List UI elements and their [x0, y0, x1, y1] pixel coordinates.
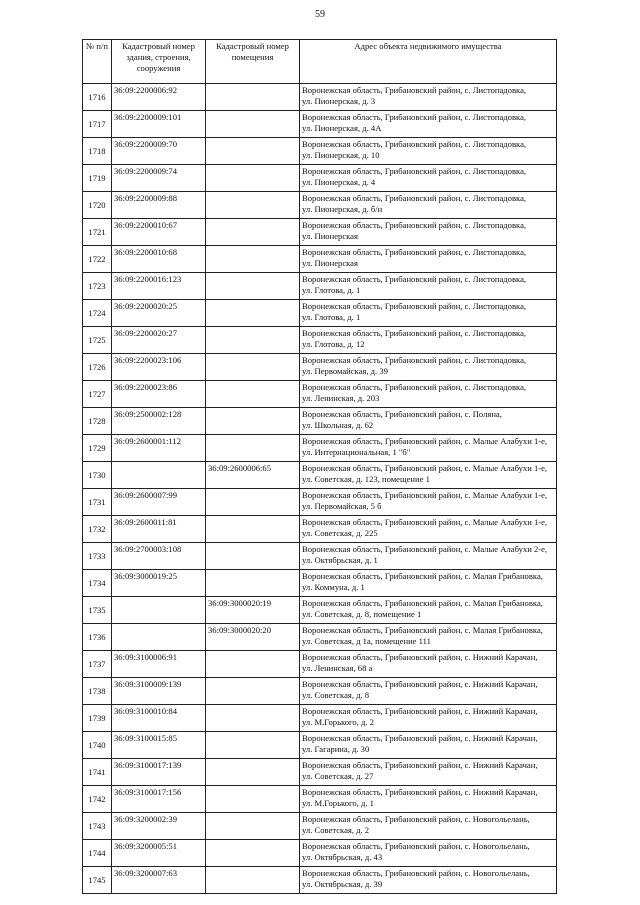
building-cadastral-cell: 36:09:2600011:81: [112, 516, 206, 543]
row-number-cell: 1740: [83, 732, 112, 759]
address-cell: [300, 867, 557, 894]
address-cell: [300, 543, 557, 570]
address-line-street: ул. М.Горького, д. 2: [302, 717, 374, 727]
table-row: [83, 705, 557, 732]
page-number: 59: [315, 9, 325, 20]
table-row: [83, 273, 557, 300]
address-cell: [300, 570, 557, 597]
address-line-region: Воронежская область, Грибановский район, с. Листопадовка,: [302, 274, 527, 284]
table-row: [83, 165, 557, 192]
building-cadastral-cell: 36:09:3200005:51: [112, 840, 206, 867]
row-number-cell: 1734: [83, 570, 112, 597]
address-line-street: ул. Советская, д. 225: [302, 528, 378, 538]
table-row: [83, 138, 557, 165]
building-cadastral-cell: 36:09:3100006:91: [112, 651, 206, 678]
address-cell: [300, 219, 557, 246]
premises-cadastral-cell: [206, 705, 300, 732]
address-line-street: ул. Советская, д 1а, помещение 111: [302, 636, 431, 646]
building-cadastral-cell: 36:09:3200002:39: [112, 813, 206, 840]
address-line-region: Воронежская область, Грибановский район, с. Листопадовка,: [302, 220, 527, 230]
address-line-region: Воронежская область, Грибановский район, с. Малая Грибановка,: [302, 598, 543, 608]
building-cadastral-cell: 36:09:2600001:112: [112, 435, 206, 462]
address-line-region: Воронежская область, Грибановский район, с. Листопадовка,: [302, 139, 527, 149]
table-row: [83, 435, 557, 462]
table-row: [83, 219, 557, 246]
address-cell: [300, 327, 557, 354]
table-row: [83, 867, 557, 894]
premises-cadastral-cell: [206, 813, 300, 840]
address-line-region: Воронежская область, Грибановский район, с. Листопадовка,: [302, 355, 527, 365]
table-row: [83, 678, 557, 705]
address-line-street: ул. Глотова, д. 12: [302, 339, 365, 349]
building-cadastral-cell: 36:09:2500002:128: [112, 408, 206, 435]
premises-cadastral-cell: [206, 651, 300, 678]
address-line-street: ул. Советская, д. 8, помещение 1: [302, 609, 422, 619]
premises-cadastral-cell: 36:09:3000020:20: [206, 624, 300, 651]
premises-cadastral-cell: 36:09:3000020:19: [206, 597, 300, 624]
address-line-street: ул. Советская, д. 27: [302, 771, 374, 781]
header-row-number: № п/п: [83, 40, 112, 84]
address-cell: [300, 705, 557, 732]
address-line-street: ул. Октябрьская, д. 39: [302, 879, 383, 889]
building-cadastral-cell: 36:09:2700003:108: [112, 543, 206, 570]
premises-cadastral-cell: [206, 489, 300, 516]
address-cell: [300, 678, 557, 705]
premises-cadastral-cell: [206, 867, 300, 894]
premises-cadastral-cell: [206, 543, 300, 570]
address-line-region: Воронежская область, Грибановский район, с. Листопадовка,: [302, 301, 527, 311]
premises-cadastral-cell: [206, 138, 300, 165]
address-line-region: Воронежская область, Грибановский район, с. Нижний Карачан,: [302, 706, 538, 716]
address-line-street: ул. Глотова, д. 1: [302, 312, 361, 322]
row-number-cell: 1744: [83, 840, 112, 867]
address-cell: [300, 138, 557, 165]
table-row: [83, 813, 557, 840]
address-cell: [300, 84, 557, 111]
row-number-cell: 1733: [83, 543, 112, 570]
address-cell: [300, 732, 557, 759]
table-row: [83, 786, 557, 813]
address-line-street: ул. Октябрьская, д. 43: [302, 852, 383, 862]
address-line-region: Воронежская область, Грибановский район, с. Малая Грибановка,: [302, 571, 543, 581]
building-cadastral-cell: 36:09:3100010:84: [112, 705, 206, 732]
building-cadastral-cell: 36:09:2200009:74: [112, 165, 206, 192]
address-cell: [300, 111, 557, 138]
address-cell: [300, 462, 557, 489]
premises-cadastral-cell: [206, 84, 300, 111]
table-row: [83, 327, 557, 354]
address-line-region: Воронежская область, Грибановский район, с. Малые Алабухи 1-е,: [302, 436, 548, 446]
address-cell: [300, 165, 557, 192]
premises-cadastral-cell: [206, 219, 300, 246]
row-number-cell: 1732: [83, 516, 112, 543]
row-number-cell: 1737: [83, 651, 112, 678]
row-number-cell: 1730: [83, 462, 112, 489]
building-cadastral-cell: 36:09:2200016:123: [112, 273, 206, 300]
premises-cadastral-cell: [206, 759, 300, 786]
address-cell: [300, 408, 557, 435]
property-registry-table: [82, 39, 557, 894]
row-number-cell: 1726: [83, 354, 112, 381]
premises-cadastral-cell: [206, 327, 300, 354]
building-cadastral-cell: 36:09:3100017:156: [112, 786, 206, 813]
building-cadastral-cell: [112, 597, 206, 624]
address-line-region: Воронежская область, Грибановский район, с. Листопадовка,: [302, 328, 527, 338]
row-number-cell: 1717: [83, 111, 112, 138]
address-line-street: ул. Советская, д. 123, помещение 1: [302, 474, 430, 484]
building-cadastral-cell: 36:09:3100017:139: [112, 759, 206, 786]
building-cadastral-cell: 36:09:2200020:25: [112, 300, 206, 327]
row-number-cell: 1742: [83, 786, 112, 813]
row-number-cell: 1738: [83, 678, 112, 705]
building-cadastral-cell: 36:09:2200023:86: [112, 381, 206, 408]
row-number-cell: 1727: [83, 381, 112, 408]
row-number-cell: 1736: [83, 624, 112, 651]
premises-cadastral-cell: 36:09:2600006:65: [206, 462, 300, 489]
address-line-region: Воронежская область, Грибановский район, с. Нижний Карачан,: [302, 652, 538, 662]
address-cell: [300, 840, 557, 867]
header-premises-cadastral: Кадастровый номер помещения: [206, 40, 300, 84]
address-line-region: Воронежская область, Грибановский район, с. Новогольелань,: [302, 841, 530, 851]
address-cell: [300, 354, 557, 381]
address-line-street: ул. Коммуна, д. 1: [302, 582, 365, 592]
address-cell: [300, 273, 557, 300]
address-line-region: Воронежская область, Грибановский район, с. Малые Алабухи 1-е,: [302, 463, 548, 473]
address-line-street: ул. Пионерская: [302, 258, 358, 268]
address-line-street: ул. Пионерская, д. 3: [302, 96, 376, 106]
address-line-region: Воронежская область, Грибановский район, с. Поляна,: [302, 409, 502, 419]
row-number-cell: 1731: [83, 489, 112, 516]
address-line-street: ул. Ленинская, 68 а: [302, 663, 373, 673]
address-line-street: ул. Пионерская, д. 4: [302, 177, 376, 187]
row-number-cell: 1722: [83, 246, 112, 273]
address-line-region: Воронежская область, Грибановский район, с. Малые Алабухи 1-е,: [302, 517, 548, 527]
table-row: [83, 840, 557, 867]
address-line-street: ул. Октябрьская, д. 1: [302, 555, 378, 565]
address-line-street: ул. Пионерская, д. 10: [302, 150, 380, 160]
address-cell: [300, 300, 557, 327]
table-row: [83, 489, 557, 516]
row-number-cell: 1720: [83, 192, 112, 219]
table-row: [83, 84, 557, 111]
building-cadastral-cell: 36:09:2200020:27: [112, 327, 206, 354]
building-cadastral-cell: 36:09:3200007:63: [112, 867, 206, 894]
premises-cadastral-cell: [206, 165, 300, 192]
premises-cadastral-cell: [206, 516, 300, 543]
premises-cadastral-cell: [206, 435, 300, 462]
address-cell: [300, 192, 557, 219]
table-row: [83, 408, 557, 435]
address-cell: [300, 786, 557, 813]
address-cell: [300, 759, 557, 786]
address-line-street: ул. Пионерская, д. 4А: [302, 123, 382, 133]
address-cell: [300, 246, 557, 273]
table-row: [83, 381, 557, 408]
address-line-street: ул. Интернациональная, 1 "б": [302, 447, 411, 457]
address-line-street: ул. Советская, д. 2: [302, 825, 370, 835]
row-number-cell: 1728: [83, 408, 112, 435]
table-row: [83, 111, 557, 138]
row-number-cell: 1724: [83, 300, 112, 327]
table-row: [83, 543, 557, 570]
building-cadastral-cell: 36:09:2200010:67: [112, 219, 206, 246]
row-number-cell: 1719: [83, 165, 112, 192]
row-number-cell: 1741: [83, 759, 112, 786]
address-line-street: ул. М.Горького, д. 1: [302, 798, 374, 808]
premises-cadastral-cell: [206, 111, 300, 138]
address-line-region: Воронежская область, Грибановский район, с. Листопадовка,: [302, 193, 527, 203]
address-line-region: Воронежская область, Грибановский район, с. Нижний Карачан,: [302, 787, 538, 797]
building-cadastral-cell: 36:09:2200010:68: [112, 246, 206, 273]
table-header-row: [83, 40, 557, 84]
premises-cadastral-cell: [206, 300, 300, 327]
address-line-region: Воронежская область, Грибановский район, с. Листопадовка,: [302, 112, 527, 122]
premises-cadastral-cell: [206, 408, 300, 435]
premises-cadastral-cell: [206, 192, 300, 219]
premises-cadastral-cell: [206, 570, 300, 597]
table-row: [83, 732, 557, 759]
table-row: [83, 624, 557, 651]
header-building-cadastral: Кадастровый номер здания, строения, сооружения: [112, 40, 206, 84]
address-line-region: Воронежская область, Грибановский район, с. Листопадовка,: [302, 247, 527, 257]
row-number-cell: 1716: [83, 84, 112, 111]
building-cadastral-cell: 36:09:2200023:106: [112, 354, 206, 381]
address-line-street: ул. Гагарина, д. 30: [302, 744, 370, 754]
building-cadastral-cell: 36:09:2200009:101: [112, 111, 206, 138]
address-line-region: Воронежская область, Грибановский район, с. Малые Алабухи 2-е,: [302, 544, 548, 554]
address-cell: [300, 435, 557, 462]
table-body: [83, 84, 557, 894]
table-row: [83, 192, 557, 219]
table-row: [83, 651, 557, 678]
address-line-street: ул. Глотова, д. 1: [302, 285, 361, 295]
premises-cadastral-cell: [206, 732, 300, 759]
table-row: [83, 516, 557, 543]
address-line-region: Воронежская область, Грибановский район, с. Нижний Карачан,: [302, 679, 538, 689]
address-line-region: Воронежская область, Грибановский район, с. Нижний Карачан,: [302, 760, 538, 770]
table-row: [83, 354, 557, 381]
row-number-cell: 1723: [83, 273, 112, 300]
address-cell: [300, 624, 557, 651]
address-line-region: Воронежская область, Грибановский район, с. Листопадовка,: [302, 382, 527, 392]
premises-cadastral-cell: [206, 354, 300, 381]
address-line-region: Воронежская область, Грибановский район, с. Малые Алабухи 1-е,: [302, 490, 548, 500]
address-line-street: ул. Школьная, д. 62: [302, 420, 374, 430]
building-cadastral-cell: 36:09:2600007:99: [112, 489, 206, 516]
row-number-cell: 1745: [83, 867, 112, 894]
table-row: [83, 597, 557, 624]
address-line-region: Воронежская область, Грибановский район, с. Листопадовка,: [302, 85, 527, 95]
premises-cadastral-cell: [206, 273, 300, 300]
premises-cadastral-cell: [206, 786, 300, 813]
address-cell: [300, 489, 557, 516]
address-line-street: ул. Пионерская: [302, 231, 358, 241]
address-line-region: Воронежская область, Грибановский район, с. Листопадовка,: [302, 166, 527, 176]
row-number-cell: 1729: [83, 435, 112, 462]
row-number-cell: 1725: [83, 327, 112, 354]
address-line-street: ул. Первомайская, 5 б: [302, 501, 382, 511]
table-row: [83, 570, 557, 597]
address-line-region: Воронежская область, Грибановский район, с. Новогольелань,: [302, 868, 530, 878]
building-cadastral-cell: 36:09:2200006:92: [112, 84, 206, 111]
table-row: [83, 759, 557, 786]
building-cadastral-cell: 36:09:3000019:25: [112, 570, 206, 597]
table-row: [83, 246, 557, 273]
building-cadastral-cell: 36:09:2200009:88: [112, 192, 206, 219]
premises-cadastral-cell: [206, 381, 300, 408]
address-line-street: ул. Советская, д. 8: [302, 690, 370, 700]
address-line-street: ул. Первомайская, д. 39: [302, 366, 388, 376]
address-line-region: Воронежская область, Грибановский район, с. Новогольелань,: [302, 814, 530, 824]
address-cell: [300, 813, 557, 840]
table-row: [83, 462, 557, 489]
address-line-region: Воронежская область, Грибановский район, с. Нижний Карачан,: [302, 733, 538, 743]
building-cadastral-cell: 36:09:3100015:85: [112, 732, 206, 759]
address-cell: [300, 651, 557, 678]
address-cell: [300, 516, 557, 543]
row-number-cell: 1718: [83, 138, 112, 165]
row-number-cell: 1721: [83, 219, 112, 246]
building-cadastral-cell: 36:09:3100009:139: [112, 678, 206, 705]
address-cell: [300, 597, 557, 624]
address-line-street: ул. Пионерская, д. б/н: [302, 204, 383, 214]
address-line-street: ул. Ленинская, д. 203: [302, 393, 380, 403]
row-number-cell: 1739: [83, 705, 112, 732]
building-cadastral-cell: [112, 624, 206, 651]
building-cadastral-cell: [112, 462, 206, 489]
premises-cadastral-cell: [206, 246, 300, 273]
building-cadastral-cell: 36:09:2200009:70: [112, 138, 206, 165]
premises-cadastral-cell: [206, 840, 300, 867]
row-number-cell: 1743: [83, 813, 112, 840]
row-number-cell: 1735: [83, 597, 112, 624]
table-row: [83, 300, 557, 327]
premises-cadastral-cell: [206, 678, 300, 705]
header-address: Адрес объекта недвижимого имущества: [300, 40, 557, 84]
address-line-region: Воронежская область, Грибановский район, с. Малая Грибановка,: [302, 625, 543, 635]
address-cell: [300, 381, 557, 408]
